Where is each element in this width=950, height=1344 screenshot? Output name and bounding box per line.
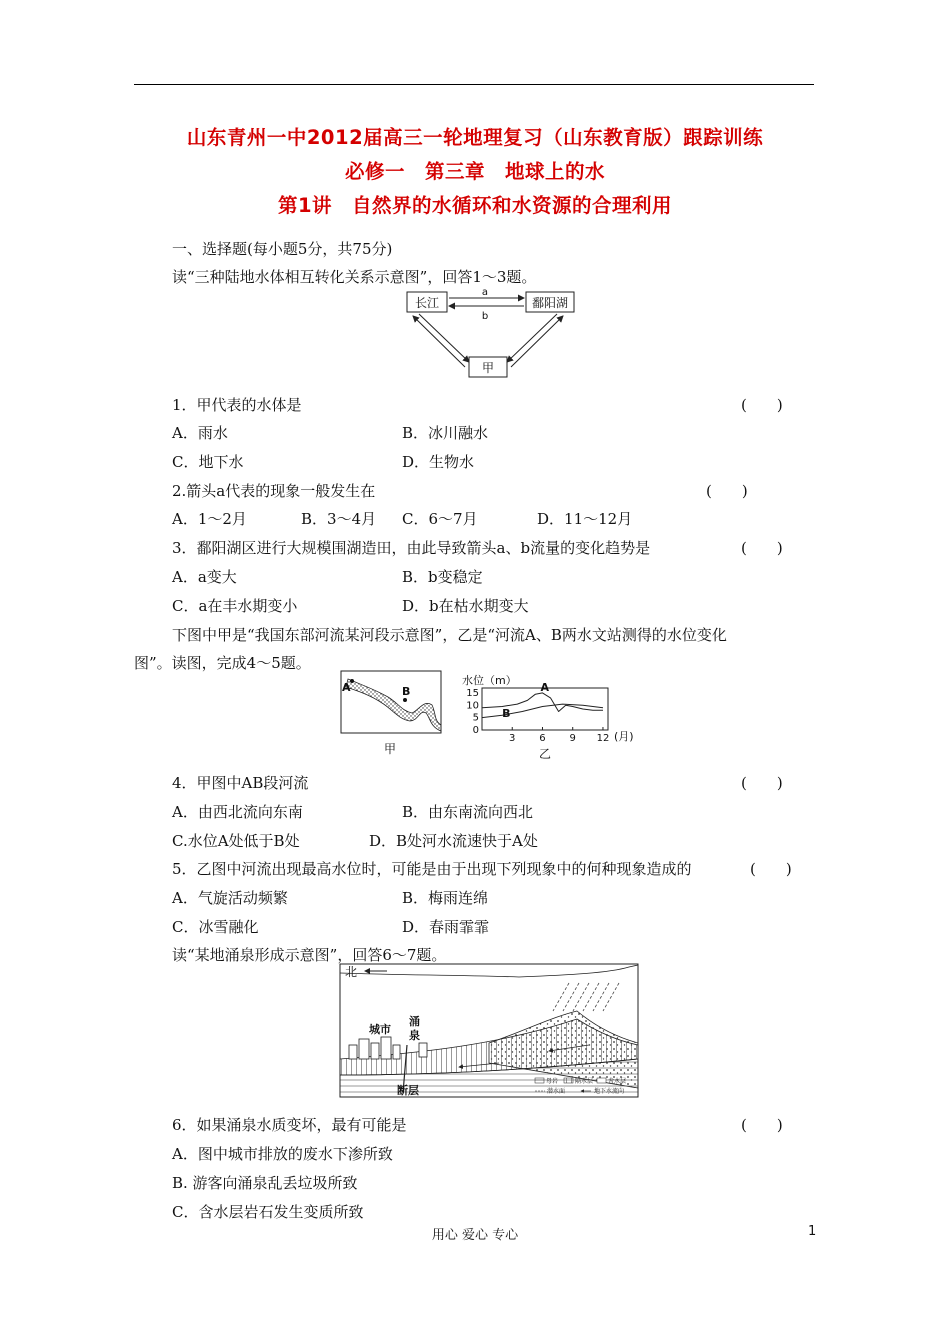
q5-option-d: D．春雨霏霏 xyxy=(402,918,490,936)
north-label: 北 xyxy=(345,965,358,979)
q5-answer-blank: ( ) xyxy=(750,860,792,878)
series-line-a xyxy=(482,693,603,712)
q3-option-b: B．b变稳定 xyxy=(402,568,483,586)
q1-option-d: D．生物水 xyxy=(402,453,475,471)
intro-q4-5-line1: 下图中甲是“我国东部河流某河段示意图”，乙是“河流A、B两水文站测得的水位变化 xyxy=(172,626,727,644)
page-footer: 用心 爱心 专心 xyxy=(431,1228,519,1243)
header-rule xyxy=(134,84,814,85)
q4-option-c: C.水位A处低于B处 xyxy=(172,832,300,850)
q4-stem: 4．甲图中AB段河流 xyxy=(172,774,309,792)
spring-label-1: 涌 xyxy=(409,1015,420,1028)
q5-option-a: A．气旋活动频繁 xyxy=(172,889,288,907)
q2-option-d: D．11～12月 xyxy=(537,510,633,528)
q2-answer-blank: ( ) xyxy=(706,482,748,500)
city-label: 城市 xyxy=(369,1023,391,1036)
map-label-b: B xyxy=(402,685,411,698)
chart-month-unit: (月) xyxy=(614,730,634,743)
label-jia: 甲 xyxy=(481,361,495,375)
label-changjiang: 长江 xyxy=(414,296,440,310)
section-heading: 一、选择题(每小题5分，共75分) xyxy=(172,240,393,258)
y-tick-label: 15 xyxy=(466,687,479,699)
q2-option-c: C．6～7月 xyxy=(402,510,478,528)
q1-option-a: A．雨水 xyxy=(172,424,228,442)
q6-answer-blank: ( ) xyxy=(741,1116,783,1134)
x-tick-label: 12 xyxy=(596,733,610,744)
series-label-b: B xyxy=(502,707,511,721)
lesson-title: 第1讲 自然界的水循环和水资源的合理利用 xyxy=(277,194,673,217)
q3-stem: 3．鄱阳湖区进行大规模围湖造田，由此导致箭头a、b流量的变化趋势是 xyxy=(172,539,651,557)
spring-label-2: 泉 xyxy=(409,1029,420,1042)
q5-stem: 5．乙图中河流出现最高水位时，可能是由于出现下列现象中的何种现象造成的 xyxy=(172,860,692,878)
x-tick-label: 3 xyxy=(509,733,516,744)
q3-option-a: A．a变大 xyxy=(172,568,237,586)
chart-caption: 乙 xyxy=(538,747,552,761)
intro-q1-3: 读“三种陆地水体相互转化关系示意图”，回答1～3题。 xyxy=(172,268,537,286)
page-title: 山东青州一中2012届高三一轮地理复习（山东教育版）跟踪训练 xyxy=(186,126,764,149)
chapter-title: 必修一 第三章 地球上的水 xyxy=(344,160,605,183)
q6-stem: 6．如果涌泉水质变坏，最有可能是 xyxy=(172,1116,407,1134)
x-tick-label: 6 xyxy=(539,733,546,744)
q3-answer-blank: ( ) xyxy=(741,539,783,557)
intro-q6-7: 读“某地涌泉形成示意图”，回答6～7题。 xyxy=(172,946,447,964)
water-conversion-diagram xyxy=(405,287,585,382)
q1-answer-blank: ( ) xyxy=(741,396,783,414)
q5-option-c: C．冰雪融化 xyxy=(172,918,259,936)
q4-option-b: B．由东南流向西北 xyxy=(402,803,534,821)
legend-bedrock: 母岩 xyxy=(546,1078,559,1085)
q6-option-c: C．含水层岩石发生变质所致 xyxy=(172,1203,364,1221)
label-arrow-a: a xyxy=(481,287,489,298)
series-line-b xyxy=(482,704,603,721)
q1-option-c: C．地下水 xyxy=(172,453,244,471)
spring-diagram xyxy=(339,963,639,1099)
q6-option-b: B. 游客向涌泉乱丢垃圾所致 xyxy=(172,1174,358,1192)
series-label-a: A xyxy=(540,680,549,694)
river-map xyxy=(340,669,450,759)
q2-option-b: B．3～4月 xyxy=(301,510,377,528)
water-level-chart xyxy=(460,672,660,767)
chart-ylabel: 水位（m） xyxy=(462,674,517,687)
q1-stem: 1．甲代表的水体是 xyxy=(172,396,302,414)
legend-aquifer: 含水层 xyxy=(608,1078,627,1085)
page-number: 1 xyxy=(808,1224,817,1239)
q3-option-d: D．b在枯水期变大 xyxy=(402,597,529,615)
legend-water-table: 潜水面 xyxy=(547,1088,566,1095)
y-tick-label: 0 xyxy=(472,725,479,736)
q4-option-a: A．由西北流向东南 xyxy=(172,803,303,821)
q2-option-a: A．1～2月 xyxy=(172,510,247,528)
map-label-a: A xyxy=(342,681,351,694)
label-arrow-b: b xyxy=(481,311,489,322)
map-caption: 甲 xyxy=(383,742,397,756)
legend-flow-direction: 地下水流向 xyxy=(594,1088,625,1095)
q1-option-b: B．冰川融水 xyxy=(402,424,489,442)
y-tick-label: 10 xyxy=(466,700,479,712)
q5-option-b: B．梅雨连绵 xyxy=(402,889,489,907)
y-tick-label: 5 xyxy=(472,712,479,724)
q6-option-a: A．图中城市排放的废水下渗所致 xyxy=(172,1145,393,1163)
station-a xyxy=(350,679,354,683)
q4-answer-blank: ( ) xyxy=(741,774,783,792)
label-poyang: 鄱阳湖 xyxy=(531,296,569,310)
q2-stem: 2.箭头a代表的现象一般发生在 xyxy=(172,482,376,500)
fault-label: 断层 xyxy=(397,1084,419,1097)
q3-option-c: C．a在丰水期变小 xyxy=(172,597,298,615)
x-tick-label: 9 xyxy=(569,733,576,744)
q4-option-d: D．B处河水流速快于A处 xyxy=(369,832,538,850)
intro-q4-5-line2: 图”。读图，完成4～5题。 xyxy=(134,654,311,672)
station-b xyxy=(403,698,407,702)
legend-aquiclude: 隔水层 xyxy=(575,1078,594,1085)
